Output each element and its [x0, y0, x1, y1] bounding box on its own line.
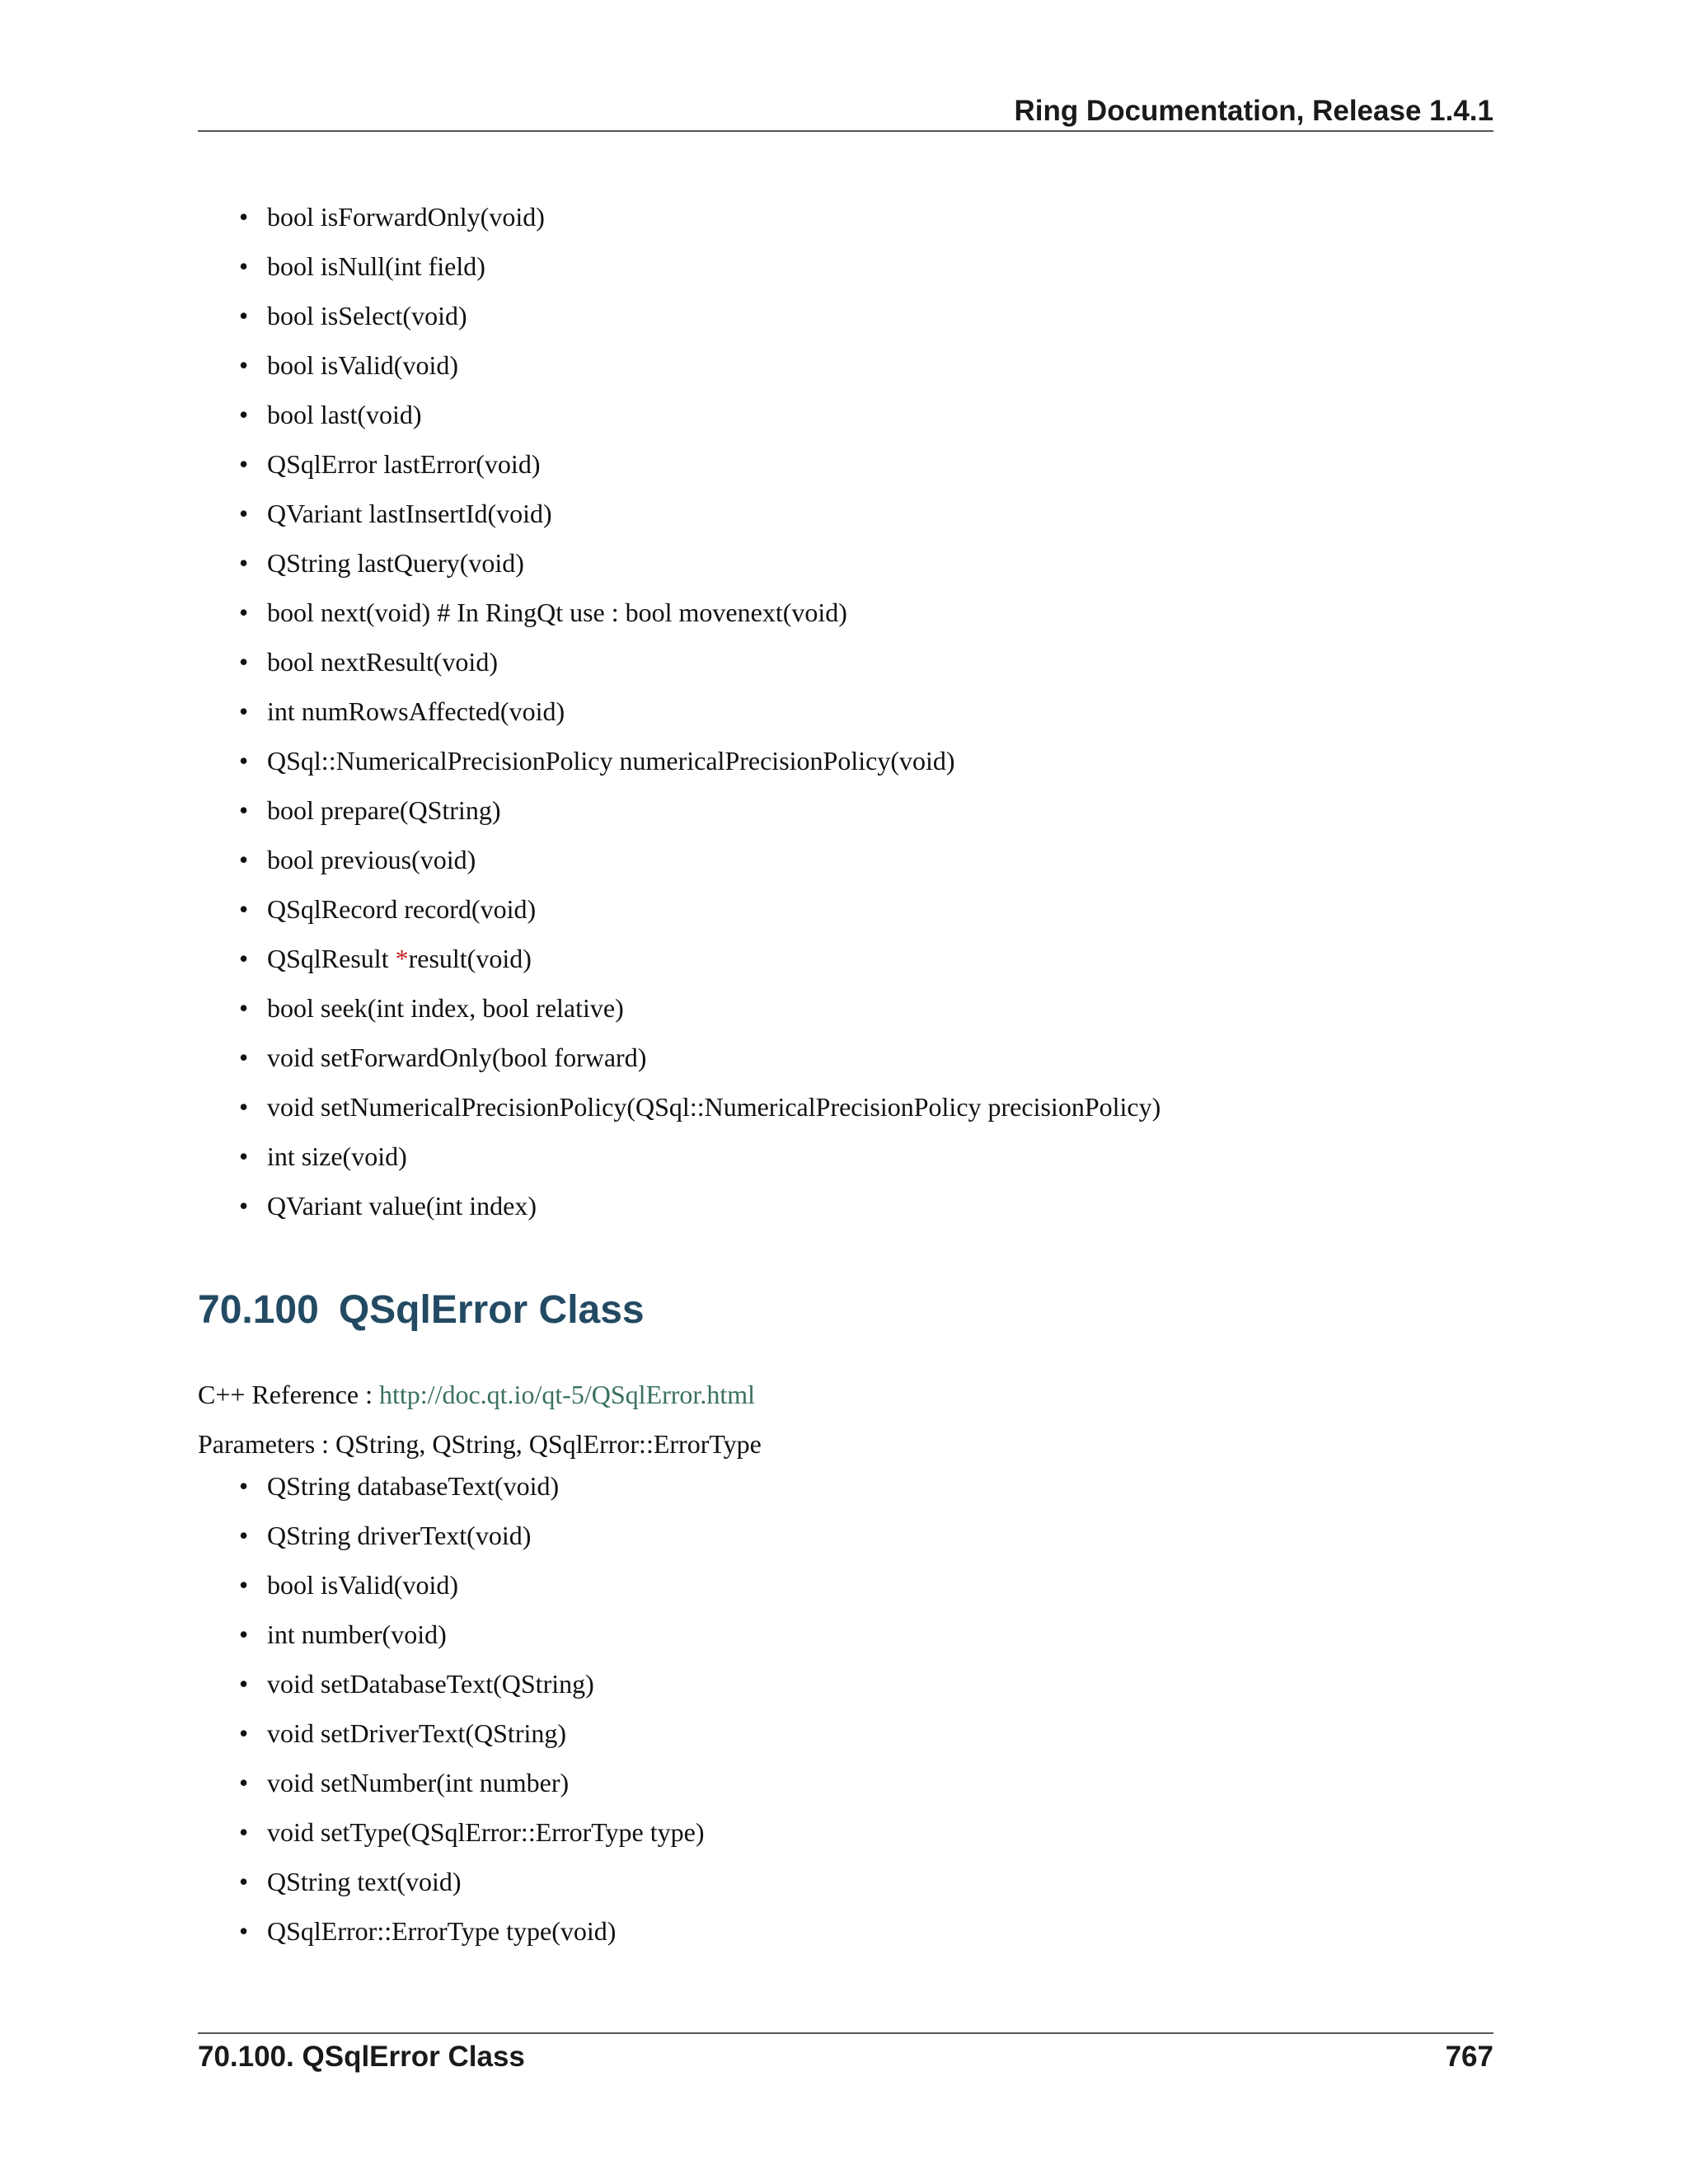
section-title-text: QSqlError Class — [338, 1288, 645, 1332]
list-item: • void setDriverText(QString) — [198, 1708, 704, 1758]
list-item: • QVariant value(int index) — [198, 1181, 1160, 1230]
footer-section-label: 70.100. QSqlError Class — [198, 2041, 525, 2073]
list-item: • void setNumericalPrecisionPolicy(QSql::NumericalPrecisionPolicy precisionPolicy) — [198, 1082, 1160, 1132]
page-number: 767 — [1445, 2041, 1493, 2073]
section-number: 70.100 — [198, 1288, 319, 1332]
list-item: • QSql::NumericalPrecisionPolicy numericalPrecisionPolicy(void) — [198, 736, 1160, 785]
list-item: • void setDatabaseText(QString) — [198, 1659, 704, 1708]
list-item: • bool isNull(int field) — [198, 241, 1160, 291]
list-item: • QString driverText(void) — [198, 1511, 704, 1560]
list-item: • QSqlError lastError(void) — [198, 439, 1160, 489]
list-item: • void setForwardOnly(bool forward) — [198, 1033, 1160, 1082]
list-item: • bool prepare(QString) — [198, 785, 1160, 835]
list-item: • bool isForwardOnly(void) — [198, 192, 1160, 241]
list-item — [198, 934, 1160, 983]
list-item: • void setNumber(int number) — [198, 1758, 704, 1807]
list-item: • int numRowsAffected(void) — [198, 687, 1160, 736]
list-item: • bool next(void) # In RingQt use : bool movenext(void) — [198, 588, 1160, 637]
asterisk-mark: * — [395, 944, 409, 973]
list-item: • QSqlRecord record(void) — [198, 884, 1160, 934]
list-item: • QSqlError::ErrorType type(void) — [198, 1906, 704, 1956]
list-item: • int size(void) — [198, 1132, 1160, 1181]
reference-link[interactable]: http://doc.qt.io/qt-5/QSqlError.html — [379, 1380, 755, 1409]
list-item: • QString databaseText(void) — [198, 1461, 704, 1511]
qsqlerror-method-list — [198, 1461, 704, 1956]
list-item: • QVariant lastInsertId(void) — [198, 489, 1160, 538]
list-item: • bool isSelect(void) — [198, 291, 1160, 340]
list-item: • bool last(void) — [198, 390, 1160, 439]
section-title — [198, 1277, 645, 1343]
cpp-reference-line — [198, 1370, 755, 1419]
list-item: • void setType(QSqlError::ErrorType type) — [198, 1807, 704, 1857]
qsqlquery-method-list — [198, 192, 1160, 1230]
list-item: • bool isValid(void) — [198, 340, 1160, 390]
list-item: • bool isValid(void) — [198, 1560, 704, 1610]
list-item: • QString text(void) — [198, 1857, 704, 1906]
list-item: • bool seek(int index, bool relative) — [198, 983, 1160, 1033]
running-footer — [198, 2032, 1493, 2080]
parameters-line: Parameters : QString, QString, QSqlError::ErrorType — [198, 1429, 762, 1459]
running-header: Ring Documentation, Release 1.4.1 — [198, 92, 1493, 132]
list-item: • int number(void) — [198, 1610, 704, 1659]
list-item: • bool previous(void) — [198, 835, 1160, 884]
reference-label: C++ Reference : — [198, 1380, 379, 1409]
item-text: result(void) — [408, 944, 532, 973]
list-item: • bool nextResult(void) — [198, 637, 1160, 687]
list-item: • QString lastQuery(void) — [198, 538, 1160, 588]
item-text: QSqlResult — [267, 944, 396, 973]
